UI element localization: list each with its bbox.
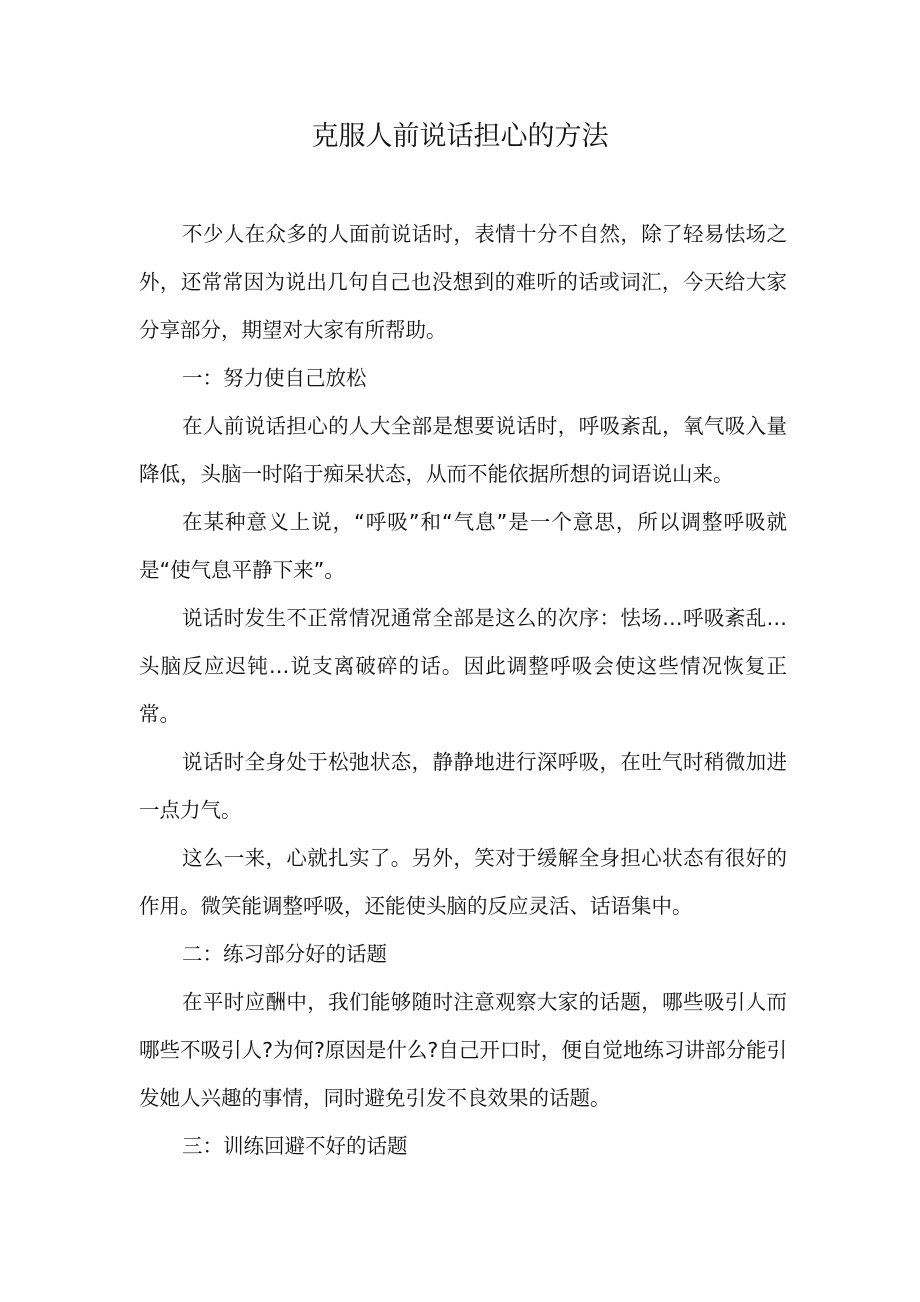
section-heading-1: 一：努力使自己放松 <box>182 366 367 390</box>
intro-paragraph: 不少人在众多的人面前说话时，表情十分不自然，除了轻易怯场之外，还常常因为说出几句自己也没想到的难听的话或词汇，今天给大家分享部分，期望对大家有所帮助。 <box>139 222 787 342</box>
document-body <box>139 210 787 1170</box>
body-paragraph: 在平时应酬中，我们能够随时注意观察大家的话题，哪些吸引人而哪些不吸引人?为何?原因是什么?自己开口时，便自觉地练习讲部分能引发她人兴趣的事情，同时避免引发不良效果的话题。 <box>139 990 787 1110</box>
body-paragraph: 说话时全身处于松弛状态，静静地进行深呼吸，在吐气时稍微加进一点力气。 <box>139 750 787 822</box>
body-paragraph: 在某种意义上说，“呼吸”和“气息”是一个意思，所以调整呼吸就是“使气息平静下来”。 <box>139 510 787 582</box>
document-title: 克服人前说话担心的方法 <box>311 121 609 152</box>
section-heading-2: 二：练习部分好的话题 <box>182 942 387 966</box>
section-heading-3: 三：训练回避不好的话题 <box>182 1134 408 1158</box>
body-paragraph: 这么一来，心就扎实了。另外，笑对于缓解全身担心状态有很好的作用。微笑能调整呼吸，还能使头脑的反应灵活、话语集中。 <box>139 846 787 918</box>
body-paragraph: 在人前说话担心的人大全部是想要说话时，呼吸紊乱，氧气吸入量降低，头脑一时陷于痴呆状态，从而不能依据所想的词语说山来。 <box>139 414 787 486</box>
body-paragraph: 说话时发生不正常情况通常全部是这么的次序：怯场…呼吸紊乱…头脑反应迟钝…说支离破碎的话。因此调整呼吸会使这些情况恢复正常。 <box>139 606 787 726</box>
